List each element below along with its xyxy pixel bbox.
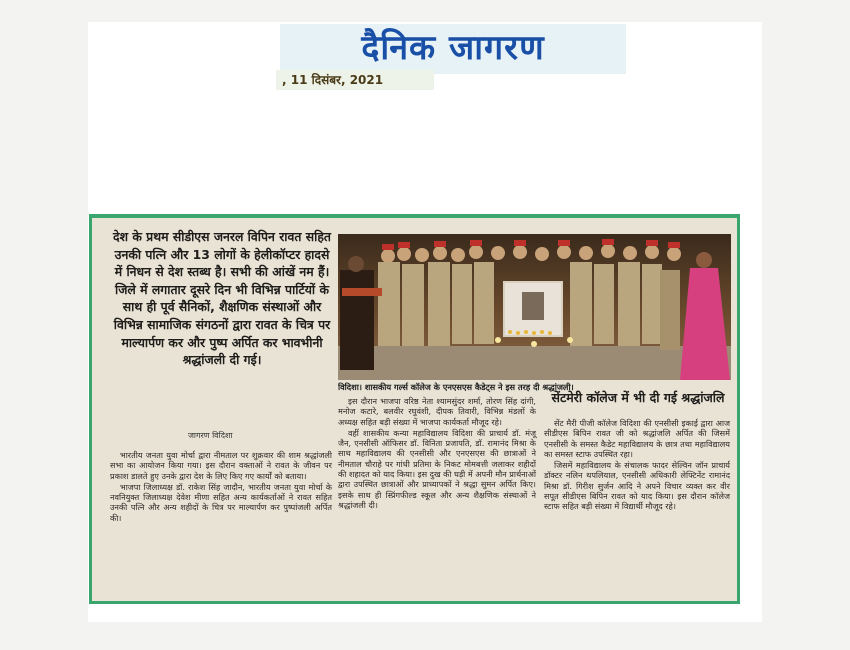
byline: जागरण विदिशा — [188, 431, 233, 440]
article-column-2 — [338, 396, 536, 511]
paragraph: वहीं शासकीय कन्या महाविद्यालय विदिशा की प्राचार्य डॉ. मंजू जैन, एनसीसी ऑफिसर डॉ. विनिता प्रजापति, डॉ. रामानंद मिश्रा के साथ महाविद्यालय की एनसीसी और एनएसएस की छात्राओं ने नीमताल चौराहे पर गांधी प्रतिमा के निकट मोमबत्ती जलाकर शहीदों की शहादत को याद किया। इस दुख की घड़ी में अपनी मौन प्रार्थनाओं द्वारा उपस्थित छात्राओं और प्राध्यापकों ने श्रद्धा सुमन अर्पित किए। इसके साथ ही स्प्रिंगफील्ड स्कूल और अन्य शैक्षणिक संस्थाओं ने श्रद्धांजली दी। — [338, 427, 536, 510]
lead-paragraph: देश के प्रथम सीडीएस जनरल विपिन रावत सहित उनकी पत्नि और 13 लोगों के हेलीकॉप्टर हादसे में निधन से देश स्तब्ध है। सभी की आंखें नम हैं। जिले में लगातार दूसरे दिन भी विभिन्न पार्टियों के साथ ही पूर्व सैनिकों, शैक्षणिक संस्थाओं और विभिन्न सामाजिक संगठनों द्वारा रावत के चित्र पर माल्यार्पण कर और पुष्प अर्पित कर भावभीनी श्रद्धांजली दी गई। — [113, 229, 331, 368]
subheadline: सेंटमेरी कॉलेज में भी दी गई श्रद्धांजलि — [551, 390, 725, 405]
newspaper-masthead — [280, 24, 626, 74]
paragraph: इस दौरान भाजपा वरिष्ठ नेता श्यामसुंदर शर्मा, तोरण सिंह दांगी, मनोज कटारे, बलवीर रघुवंशी, दीपक तिवारी, विभिन्न मंडलों के अध्यक्ष सहित बड़ी संख्या में भाजपा कार्यकर्ता मौजूद रहे। — [338, 396, 536, 427]
masthead-title: दैनिक जागरण — [361, 28, 545, 68]
paragraph: सेंट मैरी पीजी कॉलेज विदिशा की एनसीसी इकाई द्वारा आज सीडीएस बिपिन रावत जी को श्रद्धांजलि अर्पित की जिसमें एनसीसी के समस्त कैडेट महाविद्यालय के छात्र तथा महाविद्यालय का समस्त स्टाफ उपस्थित रहा। — [544, 418, 730, 459]
tribute-photo — [338, 234, 731, 380]
paragraph: भारतीय जनता युवा मोर्चा द्वारा नीमताल पर शुक्रवार की शाम श्रद्धांजली सभा का आयोजन किया गया। इस दौरान वक्ताओं ने रावत के जीवन पर प्रकाश डालते हुए उनके द्वारा देश के लिए किए गए कार्यों को बताया। — [110, 450, 332, 481]
article-column-1 — [110, 450, 332, 524]
paragraph: जिसमें महाविद्यालय के संचालक फादर सेल्विन जॉन प्राचार्य डॉक्टर नलिन थपलियाल, एनसीसी अधिकारी लेफ्टिनेंट रामानंद मिश्रा डॉ. गिरीश सुर्जन आदि ने अपने विचार व्यक्त कर वीर सपूत सीडीएस बिपिन रावत को याद किया। इस दौरान कॉलेज स्टाफ सहित बड़ी संख्या में विद्यार्थी मौजूद रहे। — [544, 460, 730, 512]
photo-caption: विदिशा। शासकीय गर्ल्स कॉलेज के एनएसएस कैडेट्स ने इस तरह दी श्रद्धांजली। — [338, 382, 574, 392]
masthead-date: , 11 दिसंबर, 2021 — [276, 70, 434, 90]
news-clipping — [89, 214, 740, 604]
article-column-3 — [544, 418, 730, 513]
paragraph: भाजपा जिलाध्यक्ष डॉ. राकेश सिंह जादौन, भारतीय जनता युवा मोर्चा के नवनियुक्त जिलाध्यक्ष देवेश मीणा सहित अन्य कार्यकर्ताओं ने रावत सहित उनकी पत्नि और अन्य शहीदों के चित्र पर माल्यार्पण कर पुष्पांजली अर्पित की। — [110, 481, 332, 523]
